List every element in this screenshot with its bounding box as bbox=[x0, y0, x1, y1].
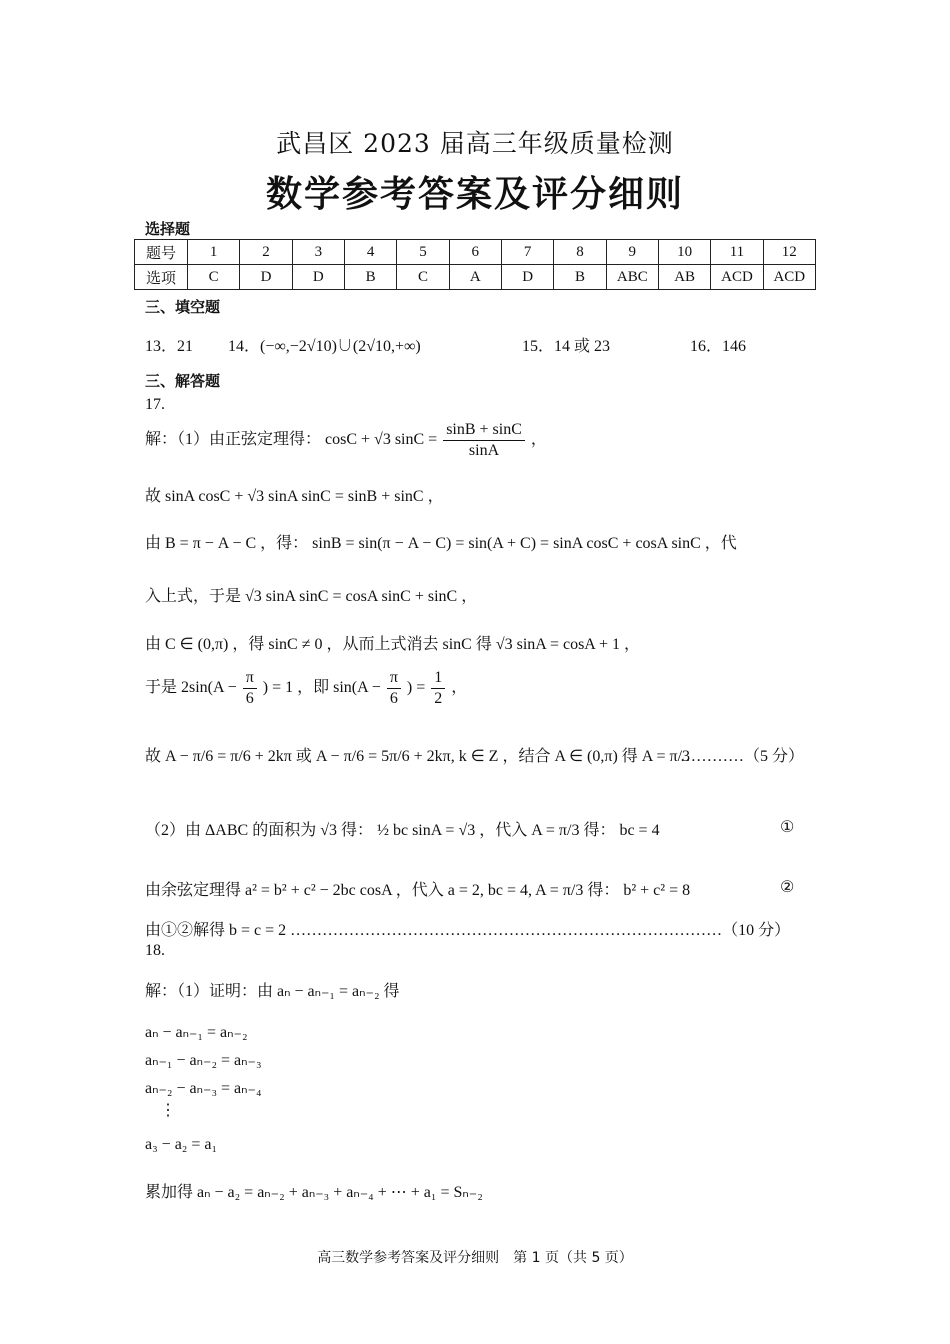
fill-answer-16: 16．146 bbox=[690, 338, 747, 355]
fraction-pi-over-6 bbox=[243, 668, 257, 709]
q17-line-6 bbox=[145, 668, 467, 709]
choice-heading: 选择题 bbox=[145, 220, 191, 238]
q18-eq-2: aₙ₋₁ − aₙ₋₂ = aₙ₋₃ bbox=[145, 1052, 262, 1069]
fraction-pi-over-6 bbox=[387, 668, 401, 709]
q17-l6-c: ) = bbox=[406, 679, 426, 697]
table-cell: 5 bbox=[397, 240, 449, 265]
table-cell: ACD bbox=[763, 265, 815, 290]
table-cell: D bbox=[240, 265, 292, 290]
q17-line-2: 故 sinA cosC + √3 sinA sinC = sinB + sinC ， bbox=[145, 488, 444, 505]
q18-sum: 累加得 aₙ − a₂ = aₙ₋₂ + aₙ₋₃ + aₙ₋₄ + ⋯ + a₁ = Sₙ₋₂ bbox=[145, 1184, 483, 1201]
exam-subtitle: 武昌区 2023 届高三年级质量检测 bbox=[276, 129, 674, 158]
table-cell: B bbox=[554, 265, 606, 290]
fraction-denominator: sinA bbox=[468, 442, 500, 459]
table-row-answers bbox=[135, 265, 816, 290]
table-cell: ACD bbox=[711, 265, 763, 290]
choice-answer-table bbox=[134, 239, 816, 290]
q17-l6-end: ， bbox=[451, 679, 468, 697]
equation-mark-2: ② bbox=[780, 879, 795, 896]
table-cell: 6 bbox=[449, 240, 501, 265]
table-cell: 11 bbox=[711, 240, 763, 265]
table-cell: 1 bbox=[188, 240, 240, 265]
q17-line-5: 由 C ∈ (0,π) ，得 sinC ≠ 0 ，从而上式消去 sinC 得 √3 sinA = cosA + 1 ， bbox=[145, 636, 640, 653]
fraction-numerator: π bbox=[387, 668, 401, 689]
table-cell: A bbox=[449, 265, 501, 290]
q18-line-1: 解：（1）证明：由 aₙ − aₙ₋₁ = aₙ₋₂ 得 bbox=[145, 983, 400, 1000]
q17-line-9: 由余弦定理得 a² = b² + c² − 2bc cosA ，代入 a = 2, bc = 4, A = π/3 得： b² + c² = 8 bbox=[145, 882, 691, 899]
page-footer: 高三数学参考答案及评分细则 第 1 页（共 5 页） bbox=[317, 1250, 633, 1266]
q18-eq-4: a₃ − a₂ = a₁ bbox=[145, 1136, 218, 1153]
table-cell: 7 bbox=[501, 240, 553, 265]
q17-l1-left: cosC + √3 sinC = bbox=[325, 431, 438, 449]
fraction-denominator: 6 bbox=[245, 690, 254, 707]
fraction-numerator: 1 bbox=[431, 668, 445, 689]
q17-line-7: 故 A − π/6 = π/6 + 2kπ 或 A − π/6 = 5π/6 + 2kπ, k ∈ Z ，结合 A ∈ (0,π) 得 A = π/3 bbox=[145, 748, 691, 765]
q17-l1-end: ， bbox=[530, 431, 547, 449]
fill-answer-15: 15．14 或 23 bbox=[522, 338, 611, 355]
score-5: …………（5 分） bbox=[680, 748, 805, 765]
table-cell: AB bbox=[658, 265, 710, 290]
fill-heading: 三、填空题 bbox=[145, 298, 221, 316]
table-cell: 8 bbox=[554, 240, 606, 265]
table-cell: ABC bbox=[606, 265, 658, 290]
q17-line-1 bbox=[145, 420, 547, 461]
q17-l1-prefix: 解：（1）由正弦定理得： bbox=[145, 431, 322, 449]
fraction-numerator: sinB + sinC bbox=[443, 420, 525, 441]
row-label-number: 题号 bbox=[135, 240, 188, 265]
fraction-one-half bbox=[431, 668, 445, 709]
table-cell: C bbox=[397, 265, 449, 290]
table-cell: C bbox=[188, 265, 240, 290]
q17-line-10: 由①②解得 b = c = 2 ………………………………………………………………………（10 分） bbox=[145, 922, 791, 939]
table-cell: 2 bbox=[240, 240, 292, 265]
table-cell: 4 bbox=[344, 240, 396, 265]
table-cell: 9 bbox=[606, 240, 658, 265]
q17-l1-fraction bbox=[443, 420, 525, 461]
vertical-dots: ⋮ bbox=[160, 1102, 176, 1119]
fraction-denominator: 2 bbox=[434, 690, 443, 707]
equation-mark-1: ① bbox=[780, 819, 795, 836]
table-cell: 10 bbox=[658, 240, 710, 265]
table-row-numbers bbox=[135, 240, 816, 265]
q17-line-8: （2）由 ΔABC 的面积为 √3 得： ½ bc sinA = √3 ，代入 A = π/3 得： bc = 4 bbox=[145, 822, 660, 839]
fraction-numerator: π bbox=[243, 668, 257, 689]
q18-eq-1: aₙ − aₙ₋₁ = aₙ₋₂ bbox=[145, 1024, 248, 1041]
solve-heading: 三、解答题 bbox=[145, 372, 221, 390]
fill-answer-13: 13．21 bbox=[145, 338, 194, 355]
table-cell: 12 bbox=[763, 240, 815, 265]
q17-line-3: 由 B = π − A − C ，得： sinB = sin(π − A − C) = sin(A + C) = sinA cosC + cosA sinC ，代 bbox=[145, 535, 737, 552]
table-cell: D bbox=[501, 265, 553, 290]
question-18-label: 18. bbox=[145, 942, 165, 959]
question-17-label: 17. bbox=[145, 396, 165, 413]
fill-answer-14: 14．(−∞,−2√10)∪(2√10,+∞) bbox=[228, 338, 421, 355]
q17-line-4: 入上式，于是 √3 sinA sinC = cosA sinC + sinC ， bbox=[145, 588, 478, 605]
table-cell: B bbox=[344, 265, 396, 290]
q17-l6-a: 于是 2sin(A − bbox=[145, 679, 237, 697]
fraction-denominator: 6 bbox=[389, 690, 398, 707]
table-cell: D bbox=[292, 265, 344, 290]
q18-eq-3: aₙ₋₂ − aₙ₋₃ = aₙ₋₄ bbox=[145, 1080, 262, 1097]
q17-l6-b: ) = 1 ，即 sin(A − bbox=[262, 679, 381, 697]
row-label-answer: 选项 bbox=[135, 265, 188, 290]
table-cell: 3 bbox=[292, 240, 344, 265]
page-title: 数学参考答案及评分细则 bbox=[265, 174, 684, 215]
